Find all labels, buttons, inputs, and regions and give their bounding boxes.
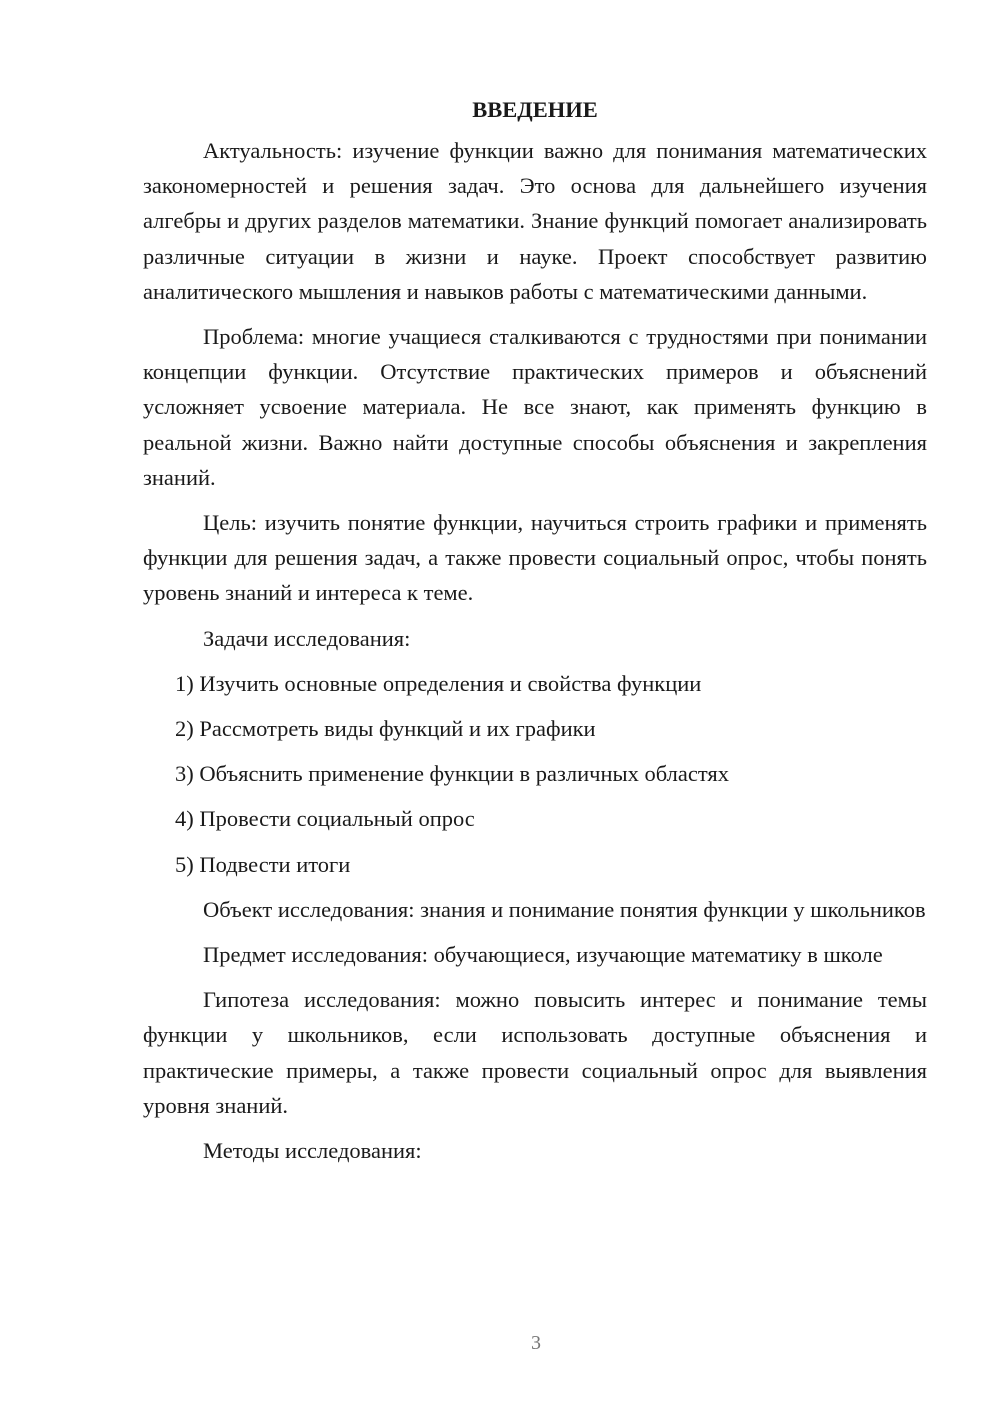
object-paragraph: Объект исследования: знания и понимание понятия функции у школьников <box>203 896 926 922</box>
hypothesis-paragraph: Гипотеза исследования: можно повысить интерес и понимание темы функции у школьников, если использовать доступные объяснения и практические примеры, а также провести социальный опрос для выявления уровня знаний. <box>143 987 927 1118</box>
subject-paragraph: Предмет исследования: обучающиеся, изучающие математику в школе <box>203 942 883 968</box>
page-content <box>143 92 927 1178</box>
problem-paragraph: Проблема: многие учащиеся сталкиваются с трудностями при понимании концепции функции. Отсутствие практических примеров и объяснений усложняет усвоение материала. Не все знают, как применять функцию в реальной жизни. Важно найти доступные способы объяснения и закрепления знаний. <box>143 324 927 490</box>
task-item: 4) Провести социальный опрос <box>175 806 475 832</box>
page-number: 3 <box>531 1332 541 1354</box>
relevance-paragraph: Актуальность: изучение функции важно для понимания математических закономерностей и решения задач. Это основа для дальнейшего изучения алгебры и других разделов математики. Знание функций помогает анализировать различные ситуации в жизни и науке. Проект способствует развитию аналитического мышления и навыков работы с математическими данными. <box>143 138 927 304</box>
methods-heading: Методы исследования: <box>203 1138 422 1164</box>
goal-paragraph: Цель: изучить понятие функции, научиться строить графики и применять функции для решения задач, а также провести социальный опрос, чтобы понять уровень знаний и интереса к теме. <box>143 510 927 606</box>
page-title: ВВЕДЕНИЕ <box>472 97 598 122</box>
task-item: 5) Подвести итоги <box>175 851 351 877</box>
task-item: 2) Рассмотреть виды функций и их графики <box>175 716 596 742</box>
tasks-list <box>143 666 927 882</box>
task-item: 1) Изучить основные определения и свойства функции <box>175 670 702 696</box>
task-item: 3) Объяснить применение функции в различных областях <box>175 761 730 787</box>
tasks-heading: Задачи исследования: <box>203 625 411 651</box>
